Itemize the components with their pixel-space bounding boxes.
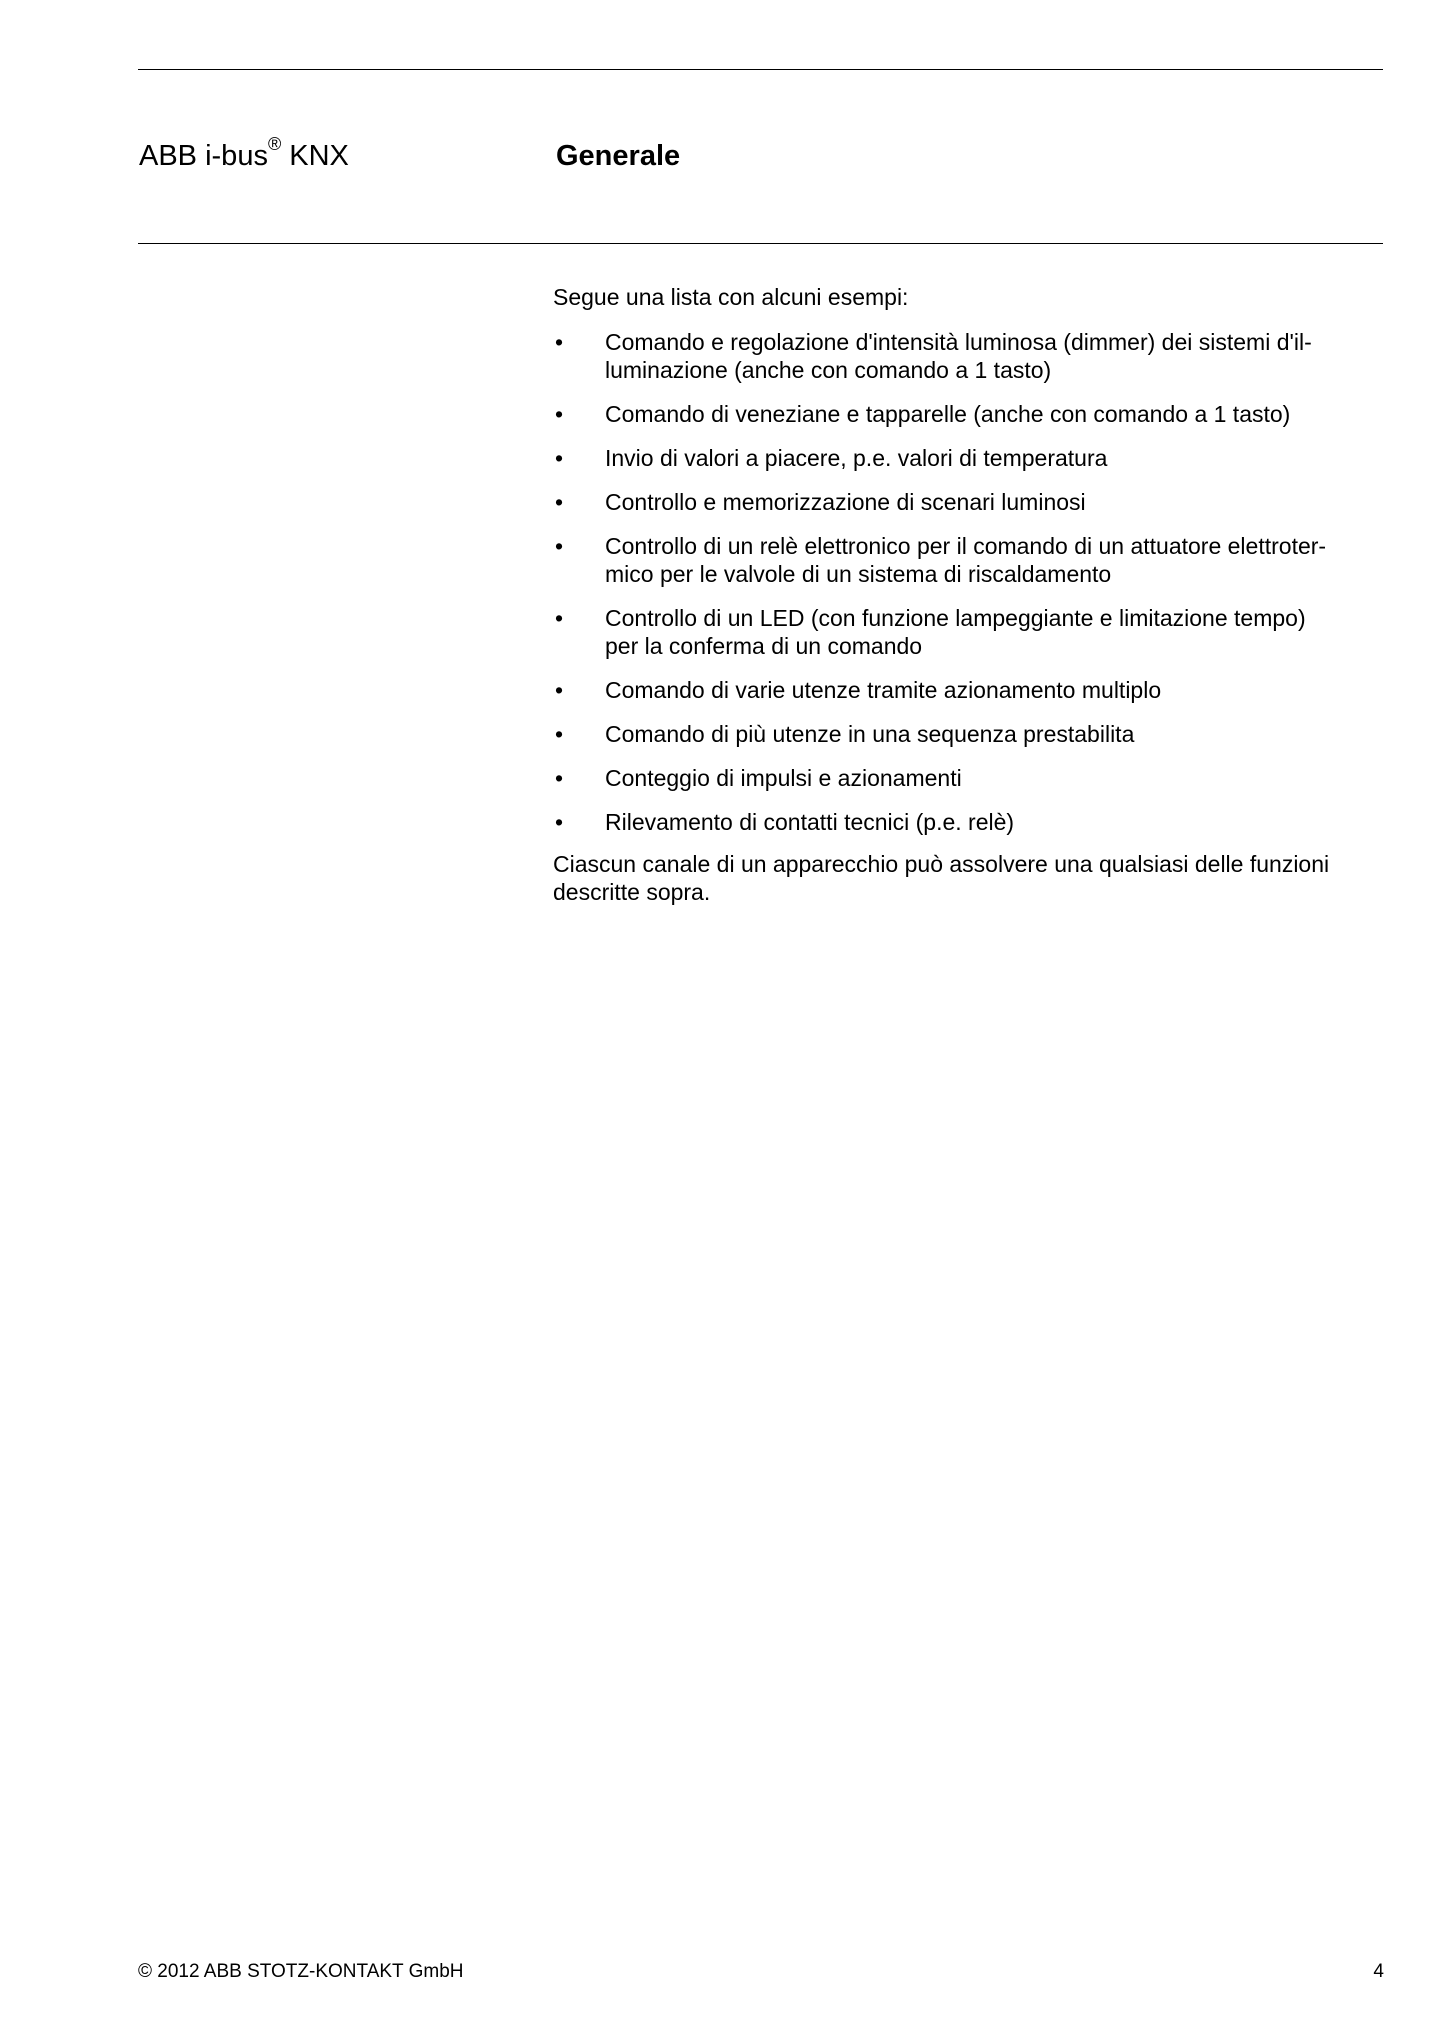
list-item-text: Controllo di un relè elettronico per il comando di un attuatore elettroter- mico per le valvole di un sistema di riscaldamento	[605, 533, 1327, 587]
list-item-text: Controllo e memorizzazione di scenari luminosi	[605, 489, 1086, 515]
page-number: 4	[1373, 1961, 1384, 1982]
header-bottom-rule	[138, 243, 1383, 244]
bullet-icon: •	[555, 445, 564, 471]
list-item-text: Comando di veneziane e tapparelle (anche con comando a 1 tasto)	[605, 401, 1291, 427]
list-item	[553, 676, 1383, 704]
bullet-icon: •	[555, 677, 564, 703]
brand-main: ABB i-bus	[139, 140, 268, 172]
list-item	[553, 764, 1383, 792]
list-item	[553, 444, 1383, 472]
section-title: Generale	[556, 140, 681, 172]
list-item	[553, 400, 1383, 428]
registered-mark: ®	[267, 134, 282, 155]
list-item-text: Comando di più utenze in una sequenza prestabilita	[605, 721, 1135, 747]
list-item	[553, 720, 1383, 748]
bullet-icon: •	[555, 721, 564, 747]
footer-copyright: © 2012 ABB STOTZ-KONTAKT GmbH	[138, 1961, 464, 1982]
examples-list	[553, 328, 1383, 836]
bullet-icon: •	[555, 765, 564, 791]
list-item	[553, 532, 1383, 588]
list-item-text: Comando e regolazione d'intensità luminosa (dimmer) dei sistemi d'il- luminazione (anche con comando a 1 tasto)	[605, 329, 1312, 383]
intro-text: Segue una lista con alcuni esempi:	[553, 284, 909, 310]
list-item-text: Conteggio di impulsi e azionamenti	[605, 765, 962, 791]
bullet-icon: •	[555, 809, 564, 835]
bullet-icon: •	[555, 329, 564, 355]
brand-suffix: KNX	[281, 140, 349, 172]
bullet-icon: •	[555, 401, 564, 427]
list-item-text: Invio di valori a piacere, p.e. valori di temperatura	[605, 445, 1108, 471]
list-item	[553, 328, 1383, 384]
bullet-icon: •	[555, 489, 564, 515]
list-item	[553, 604, 1383, 660]
list-item	[553, 488, 1383, 516]
closing-text: Ciascun canale di un apparecchio può assolvere una qualsiasi delle funzioni descritte sopra.	[553, 851, 1330, 905]
list-item-text: Controllo di un LED (con funzione lampeggiante e limitazione tempo) per la conferma di un comando	[605, 605, 1306, 659]
list-item-text: Rilevamento di contatti tecnici (p.e. relè)	[605, 809, 1015, 835]
brand-label	[139, 134, 349, 174]
list-item	[553, 808, 1383, 836]
bullet-icon: •	[555, 533, 564, 559]
main-content	[553, 283, 1383, 906]
header-top-rule	[138, 69, 1383, 70]
list-item-text: Comando di varie utenze tramite azionamento multiplo	[605, 677, 1162, 703]
bullet-icon: •	[555, 605, 564, 631]
